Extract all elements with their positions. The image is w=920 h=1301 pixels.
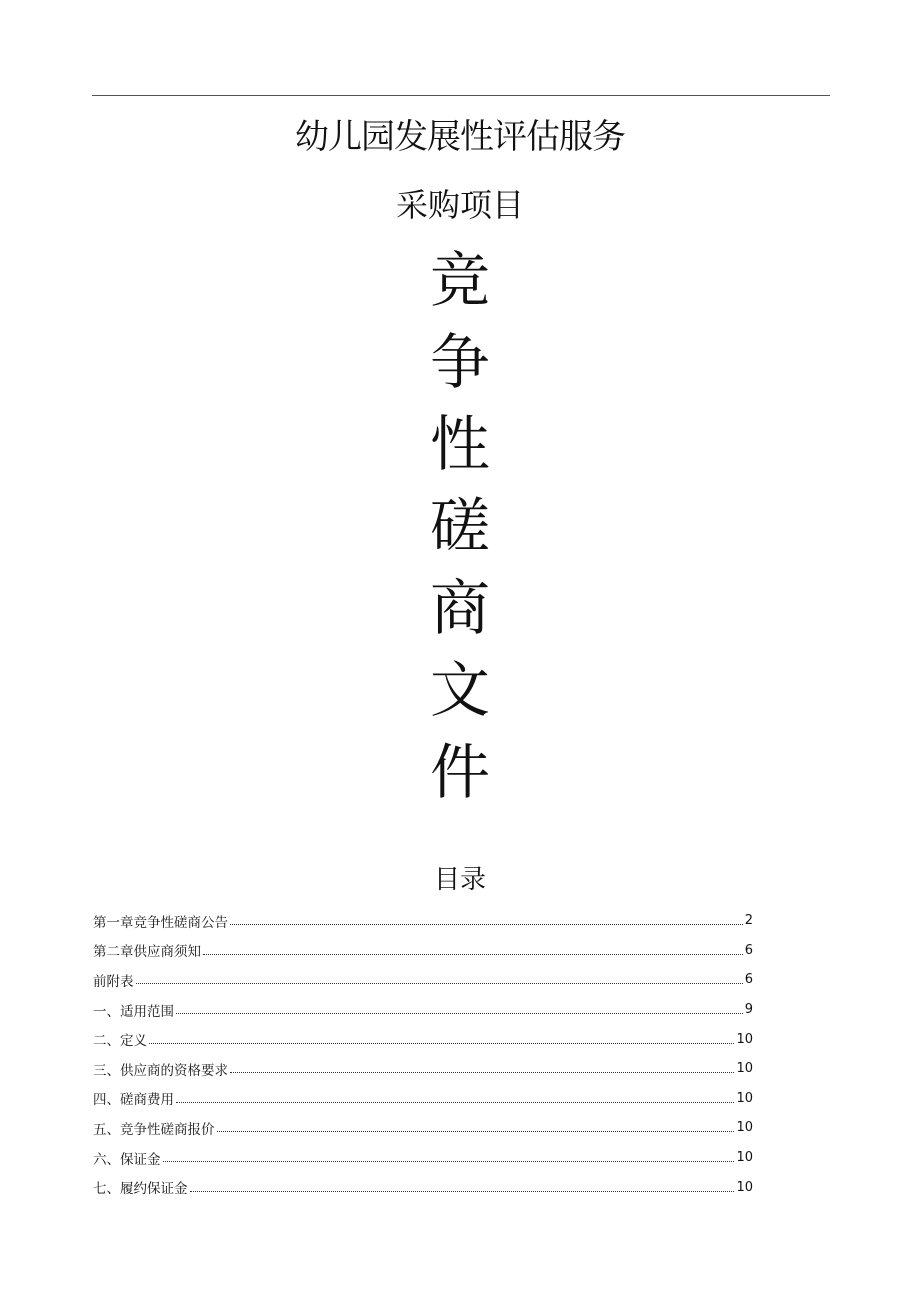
toc-entry-page: 10 <box>736 1031 753 1047</box>
toc-entry-label: 三、供应商的资格要求 <box>93 1062 228 1079</box>
toc-leader <box>163 1161 735 1162</box>
toc-entry-label: 七、履约保证金 <box>93 1181 188 1198</box>
document-type-char: 性 <box>430 410 490 480</box>
toc-entry-page: 10 <box>736 1150 753 1166</box>
toc-entry[interactable] <box>93 1054 753 1084</box>
toc-leader <box>176 1102 734 1103</box>
toc-entry-label: 一、适用范围 <box>93 1003 174 1020</box>
toc-entry[interactable] <box>93 965 753 995</box>
toc-heading: 目录 <box>433 865 486 895</box>
toc-entry-page: 10 <box>736 1179 753 1195</box>
toc-entry[interactable] <box>93 1024 753 1054</box>
toc-entry-label: 前附表 <box>93 973 134 990</box>
toc-entry[interactable] <box>93 936 753 966</box>
toc-entry[interactable] <box>93 1113 753 1143</box>
document-type-char: 争 <box>430 328 490 398</box>
toc-leader <box>203 954 743 955</box>
toc-entry[interactable] <box>93 995 753 1025</box>
toc-entry-label: 六、保证金 <box>93 1151 161 1168</box>
document-type-char: 件 <box>430 738 490 808</box>
document-type-title <box>0 240 920 814</box>
toc-entry-page: 10 <box>736 1090 753 1106</box>
toc-leader <box>149 1043 734 1044</box>
toc-entry-label: 第一章竞争性磋商公告 <box>93 914 228 931</box>
toc-leader <box>190 1191 735 1192</box>
project-subtitle: 采购项目 <box>395 186 524 224</box>
toc-leader <box>176 1013 743 1014</box>
toc-entry-label: 五、竞争性磋商报价 <box>93 1121 215 1138</box>
document-type-char: 商 <box>430 574 490 644</box>
toc-entry[interactable] <box>93 1172 753 1202</box>
toc-entry-page: 6 <box>744 942 753 958</box>
toc-entry-label: 第二章供应商须知 <box>93 944 201 961</box>
toc-entry-page: 9 <box>744 1002 753 1018</box>
toc-leader <box>217 1131 735 1132</box>
toc-entry-page: 2 <box>744 913 753 929</box>
header-rule <box>92 95 830 96</box>
toc-entry-page: 10 <box>736 1120 753 1136</box>
toc-entry[interactable] <box>93 1143 753 1173</box>
toc-leader <box>136 983 743 984</box>
toc-leader <box>230 1072 734 1073</box>
document-type-char: 文 <box>430 656 490 726</box>
toc-entry[interactable] <box>93 906 753 936</box>
toc-entry-page: 6 <box>744 972 753 988</box>
toc-entry[interactable] <box>93 1084 753 1114</box>
toc-entry-page: 10 <box>736 1061 753 1077</box>
document-type-char: 竞 <box>430 246 490 316</box>
toc-entry-label: 四、磋商费用 <box>93 1092 174 1109</box>
table-of-contents <box>93 906 753 1202</box>
toc-leader <box>230 924 743 925</box>
project-name: 幼儿园发展性评估服务 <box>295 117 625 157</box>
document-type-char: 磋 <box>430 492 490 562</box>
toc-entry-label: 二、定义 <box>93 1033 147 1050</box>
